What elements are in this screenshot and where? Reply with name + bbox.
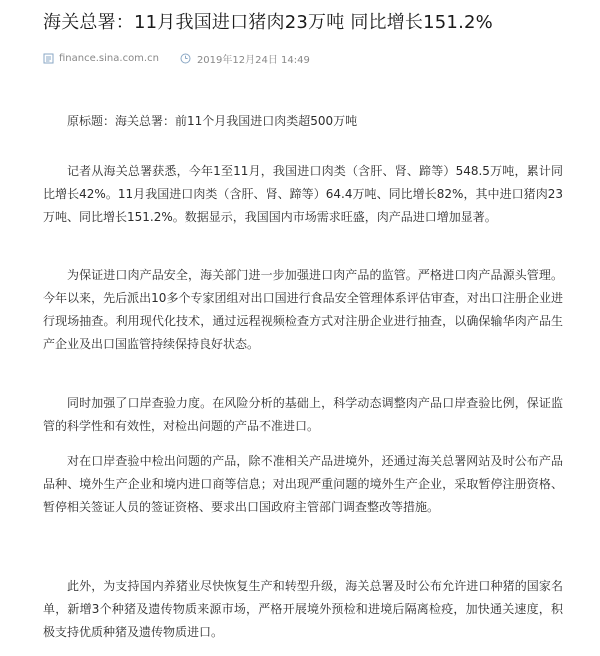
body-paragraph: 对在口岸查验中检出问题的产品，除不准相关产品进境外，还通过海关总署网站及时公布产品品种、境外生产企业和境内进口商等信息；对出现严重问题的境外生产企业，采取暂停注册资格、暂停相关签证人员的签证资格、要求出口国政府主管部门调查整改等措施。	[43, 454, 563, 514]
body-paragraph: 此外，为支持国内养猪业尽快恢复生产和转型升级，海关总署及时公布允许进口种猪的国家名单，新增3个种猪及遗传物质来源市场，严格开展境外预检和进境后隔离检疫，加快通关速度，积极支持优质种猪及遗传物质进口。	[43, 579, 563, 639]
article-headline: 海关总署：11月我国进口猪肉23万吨 同比增长151.2%	[43, 12, 493, 33]
document-icon	[43, 53, 54, 64]
body-paragraph: 同时加强了口岸查验力度。在风险分析的基础上，科学动态调整肉产品口岸查验比例，保证监管的科学性和有效性，对检出问题的产品不准进口。	[43, 396, 563, 433]
source-link[interactable]: finance.sina.com.cn	[59, 52, 159, 64]
publish-datetime: 2019年12月24日 14:49	[196, 54, 310, 66]
original-title-paragraph: 原标题：海关总署：前11个月我国进口肉类超500万吨	[67, 114, 358, 128]
clock-icon	[180, 53, 191, 64]
body-paragraph: 为保证进口肉产品安全，海关部门进一步加强进口肉产品的监管。严格进口肉产品源头管理。今年以来，先后派出10多个专家团组对出口国进行食品安全管理体系评估审查，对出口注册企业进行现场抽查。利用现代化技术，通过远程视频检查方式对注册企业进行抽查，以确保输华肉产品生产企业及出口国监管持续保持良好状态。	[43, 268, 563, 351]
body-paragraph: 记者从海关总署获悉，今年1至11月，我国进口肉类（含肝、肾、蹄等）548.5万吨，累计同比增长42%。11月我国进口肉类（含肝、肾、蹄等）64.4万吨、同比增长82%，其中进口猪肉23万吨、同比增长151.2%。数据显示，我国国内市场需求旺盛，肉产品进口增加显著。	[43, 164, 563, 224]
article-meta	[43, 50, 310, 66]
